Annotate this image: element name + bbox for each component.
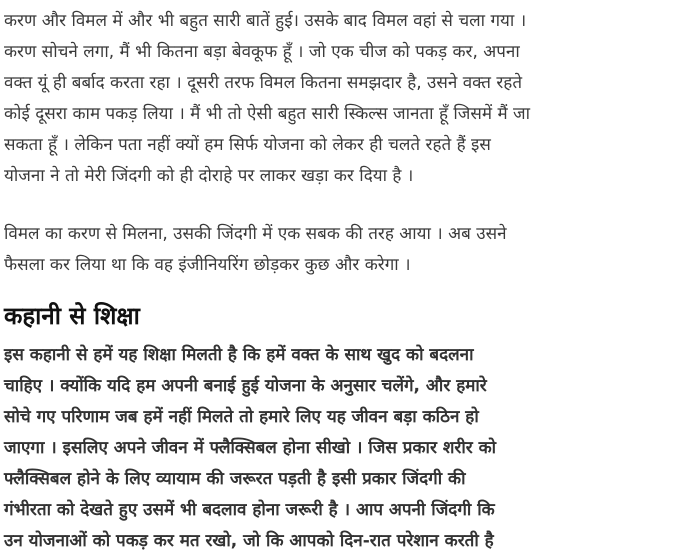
story-paragraph-2 (0, 219, 672, 281)
text-line: करण और विमल में और भी बहुत सारी बातें हुई। उसके बाद विमल वहां से चला गया । (4, 11, 527, 31)
text-line: इस कहानी से हमें यह शिक्षा मिलती है कि हमें वक्त के साथ खुद को बदलना (4, 345, 474, 365)
text-line: उन योजनाओं को पकड़ कर मत रखो, जो कि आपको दिन-रात परेशान करती है (4, 531, 494, 550)
moral-paragraph (0, 340, 674, 550)
text-line: योजना ने तो मेरी जिंदगी को ही दोराहे पर लाकर खड़ा कर दिया है । (4, 166, 414, 186)
text-line: विमल का करण से मिलना, उसकी जिंदगी में एक सबक की तरह आया । अब उसने (4, 224, 507, 244)
text-line: चाहिए । क्योंकि यदि हम अपनी बनाई हुई योजना के अनुसार चलेंगे, और हमारे (4, 376, 487, 396)
text-line: सकता हूँ । लेकिन पता नहीं क्यों हम सिर्फ योजना को लेकर ही चलते रहते हैं इस (4, 135, 491, 155)
story-paragraph-1 (0, 6, 672, 192)
text-line: कोई दूसरा काम पकड़ लिया । मैं भी तो ऐसी बहुत सारी स्किल्स जानता हूँ जिसमें मैं जा (4, 104, 531, 124)
text-line: जाएगा । इसलिए अपने जीवन में फ्लैक्सिबल होना सीखो । जिस प्रकार शरीर को (4, 438, 497, 458)
text-line: वक्त यूं ही बर्बाद करता रहा । दूसरी तरफ विमल कितना समझदार है, उसने वक्त रहते (4, 73, 523, 93)
moral-heading: कहानी से शिक्षा (4, 302, 140, 330)
text-line: करण सोचने लगा, मैं भी कितना बड़ा बेवकूफ हूँ । जो एक चीज को पकड़ कर, अपना (4, 42, 520, 62)
text-line: गंभीरता को देखते हुए उसमें भी बदलाव होना जरूरी है । आप अपनी जिंदगी कि (4, 500, 495, 520)
text-line: फ्लैक्सिबल होने के लिए व्यायाम की जरूरत पड़ती है इसी प्रकार जिंदगी की (4, 469, 466, 489)
text-line: फैसला कर लिया था कि वह इंजीनियरिंग छोड़कर कुछ और करेगा । (4, 255, 411, 275)
text-line: सोचे गए परिणाम जब हमें नहीं मिलते तो हमारे लिए यह जीवन बड़ा कठिन हो (4, 407, 479, 427)
